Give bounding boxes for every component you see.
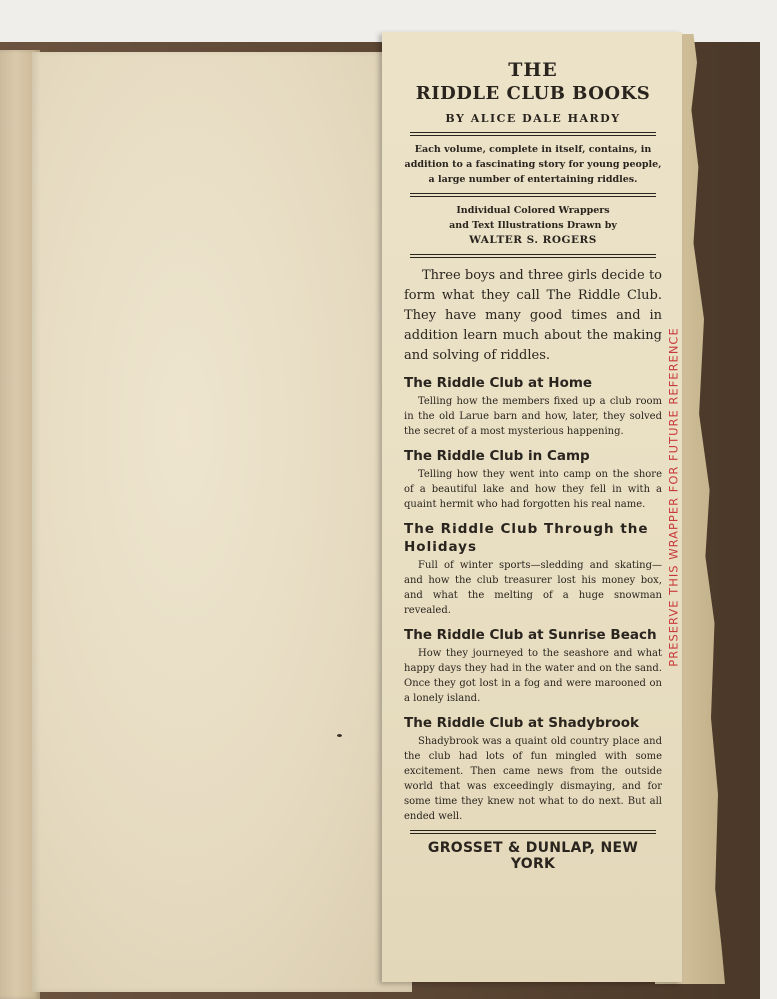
illustrations-note-line1: Individual Colored Wrappers <box>456 205 610 216</box>
divider-rule <box>410 254 656 258</box>
author-byline: BY ALICE DALE HARDY <box>445 112 621 125</box>
book-description: Telling how they went into camp on the shore of a beautiful lake and how they fell in with a quaint hermit who had forgotten his real name. <box>404 469 662 510</box>
book-title: The Riddle Club at Home <box>404 375 593 391</box>
series-description: Three boys and three girls decide to form what they call The Riddle Club. They have many good times and in addition learn much about the making and solving of riddles. <box>404 268 662 363</box>
series-intro: Each volume, complete in itself, contains, in addition to a fascinating story for young people, a large number of entertaining riddles. <box>404 144 662 185</box>
side-notice-text: PRESERVE THIS WRAPPER FOR FUTURE REFERENCE <box>667 327 681 667</box>
book-description: Full of winter sports—sledding and skating—and how the club treasurer lost his money box, and what the melting of a huge snowman revealed. <box>404 560 662 616</box>
book-title: The Riddle Club Through the Holidays <box>404 521 649 555</box>
divider-rule <box>410 193 656 197</box>
flap-content <box>404 58 662 872</box>
dust-wrapper-flap <box>382 32 682 982</box>
divider-rule <box>410 132 656 136</box>
illustrator-name: WALTER S. ROGERS <box>469 234 597 246</box>
book-list <box>404 374 662 824</box>
side-notice <box>664 282 684 712</box>
series-title: RIDDLE CLUB BOOKS <box>415 83 651 104</box>
series-title-the: THE <box>508 59 558 81</box>
book-title: The Riddle Club at Sunrise Beach <box>404 627 657 643</box>
paper-speck <box>337 734 342 737</box>
endpaper <box>32 52 412 992</box>
divider-rule <box>410 830 656 834</box>
book-title: The Riddle Club in Camp <box>404 448 590 464</box>
illustrations-note-line2: and Text Illustrations Drawn by <box>449 220 617 231</box>
book-description: How they journeyed to the seashore and what happy days they had in the water and on the sand. Once they got lost in a fog and were marooned on a lonely island. <box>404 648 662 704</box>
publisher-imprint: GROSSET & DUNLAP, NEW YORK <box>427 840 639 872</box>
book-title: The Riddle Club at Shadybrook <box>404 715 640 731</box>
book-description: Telling how the members fixed up a club room in the old Larue barn and how, later, they solved the secret of a most mysterious happening. <box>404 396 662 437</box>
book-description: Shadybrook was a quaint old country place and the club had lots of fun mingled with some excitement. Then came news from the outside world that was exceedingly dismaying, and for some time they knew not what to do next. But all ended well. <box>404 736 662 822</box>
